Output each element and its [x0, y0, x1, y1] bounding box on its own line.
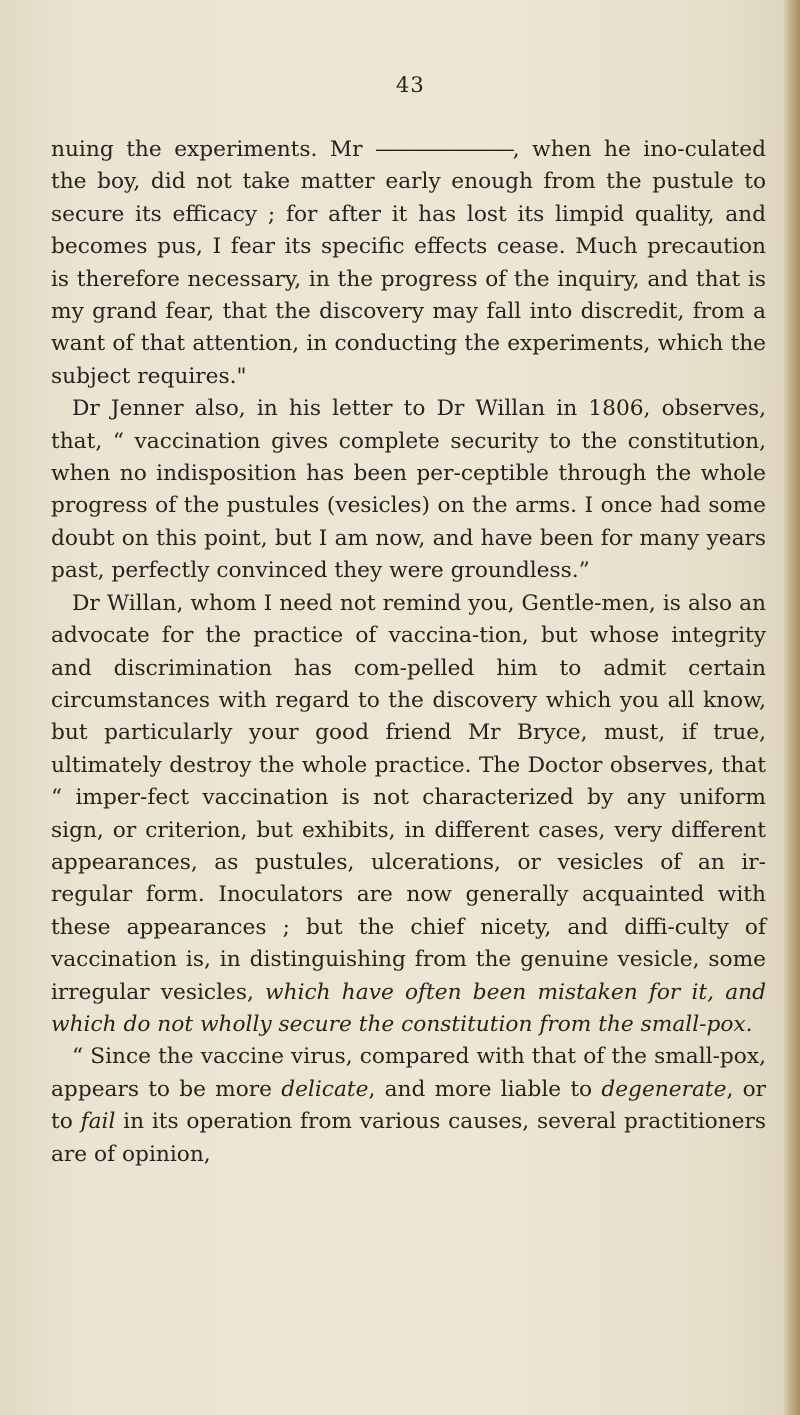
text-segment: in its operation from various causes, several practitioners are of opinion, [51, 1109, 767, 1167]
paragraph-jenner [51, 393, 766, 587]
page-gutter-fold [784, 0, 800, 1415]
italic-text-segment: degenerate [601, 1076, 727, 1102]
text-segment: Dr Willan, whom I need not remind you, Gentle-men, is also an advocate for the practice of vaccina-tion, but whose integrity and discrimination has com-pelled him to admit certain circumstances with regard to the discovery which you all know, but particularly your good friend Mr Bryce, must, if true, ultimately destroy the whole practice. The Doctor observes, that “ imper-fect vaccination is not characterized by any uniform sign, or criterion, but exhibits, in different cases, very different appearances, as pustules, ulcerations, or vesicles of an ir-regular form. Inoculators are now generally acquainted with these appearances ; but the chief nicety, and diffi-culty of vaccination is, in distinguishing from the genuine vesicle, some irregular vesicles, [51, 590, 766, 1005]
text-segment: “ Since the vaccine virus, compared with that of the small-pox, appears to be more [51, 1044, 766, 1102]
page-number: 43 [396, 73, 425, 97]
text-segment: , when he ino-culated the boy, did not take matter early enough from the pustule to secure its efficacy ; for after it has lost its limpid quality, and becomes pus, I fear its specific effects cease. Much precaution is therefore necessary, in the progress of the inquiry, and that is my grand fear, that the discovery may fall into discredit, from a want of that attention, in conducting the experiments, which the subject requires." [51, 137, 766, 389]
italic-text-segment: delicate [281, 1076, 369, 1102]
text-segment: Dr Jenner also, in his letter to Dr Willan in 1806, observes, that, “ vaccination gives complete security to the constitution, when no indisposition has been per-ceptible through the whole progress of the pustules (vesicles) on the arms. I once had some doubt on this point, but I am now, and have been for many years past, perfectly convinced they were groundless.” [51, 396, 766, 584]
redacted-name-dash: ——————— [374, 137, 513, 162]
italic-text-segment: fail [80, 1109, 116, 1135]
text-segment: nuing the experiments. Mr [51, 137, 375, 162]
body-text [51, 134, 766, 1171]
text-segment: , or to [51, 1076, 766, 1135]
paragraph-willan [51, 588, 766, 1042]
italic-text-segment: which have often been mistaken for it, and which do not wholly secure the constitution from the small-pox. [51, 979, 766, 1037]
paragraph-continuation [51, 134, 766, 393]
paragraph-vaccine-virus [51, 1041, 766, 1171]
text-segment: , and more liable to [368, 1076, 602, 1102]
